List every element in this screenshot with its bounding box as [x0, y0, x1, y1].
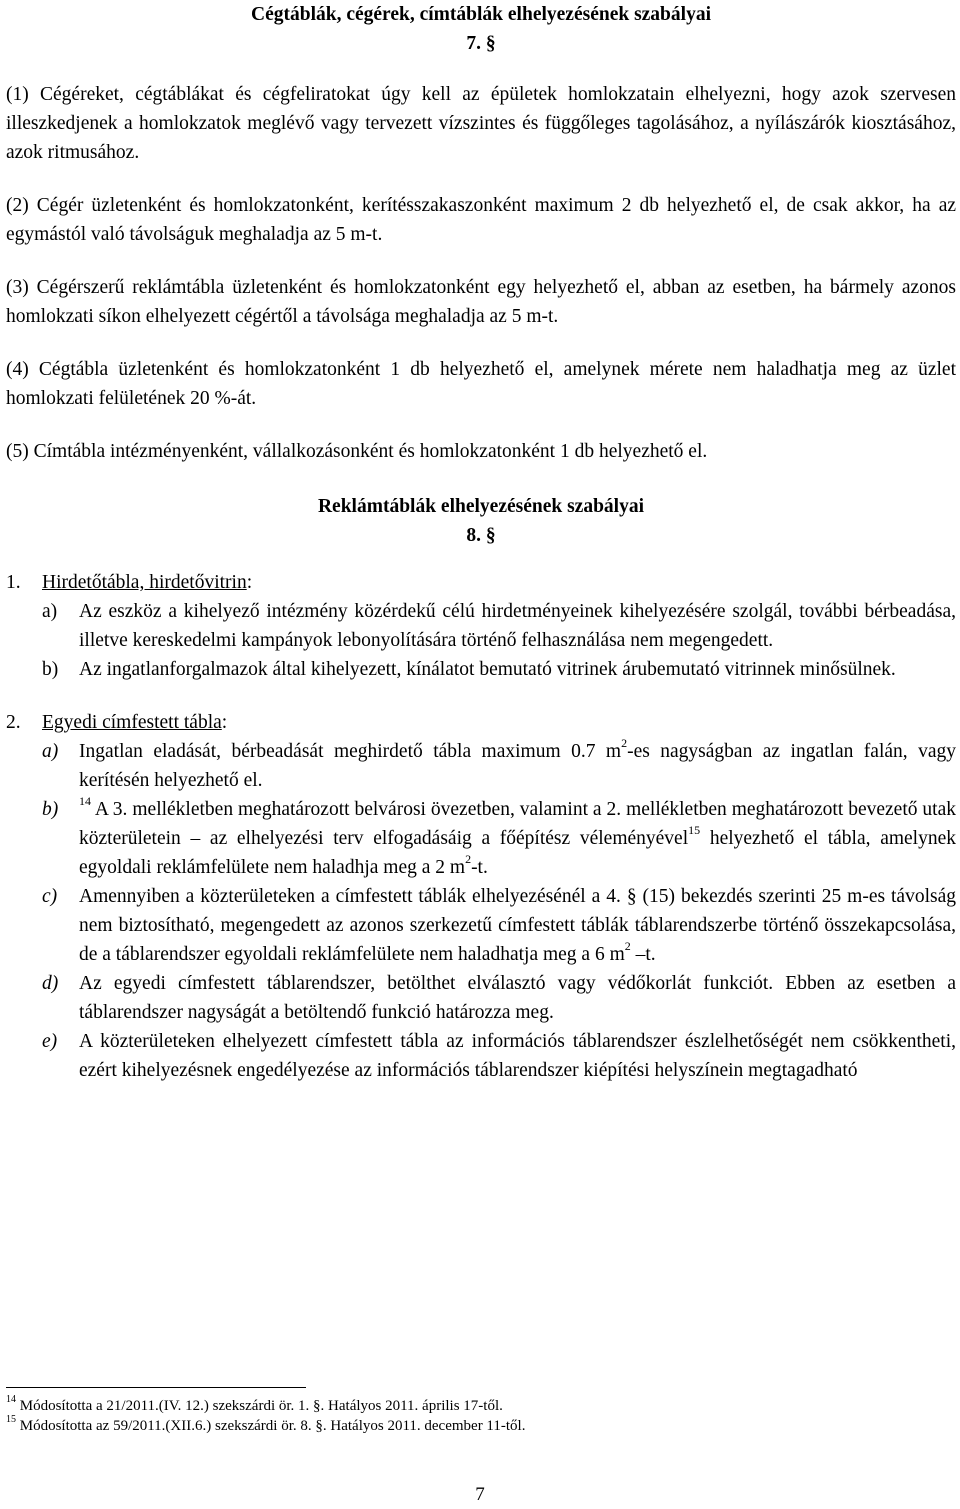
footnote-text: Módosította a 21/2011.(IV. 12.) szekszárdi ör. 1. §. Hatályos 2011. április 17-től.: [19, 1398, 503, 1414]
list-item-2-heading: [6, 708, 956, 737]
colon: :: [246, 572, 253, 593]
page-number: 7: [475, 1484, 485, 1505]
footnote-ref-15: 15: [688, 822, 701, 837]
sub-item-text: Ingatlan eladását, bérbeadását meghirdető tábla maximum 0.7 m: [79, 741, 622, 762]
sub-item-1b: [6, 655, 956, 684]
sub-item-2c: [6, 882, 956, 969]
sub-item-2a: [6, 737, 956, 795]
sub-item-text: –t.: [630, 944, 656, 965]
list-item-number: 1.: [6, 572, 21, 593]
sub-item-text: Amennyiben a közterületeken a címfestett táblák elhelyezésénél a 4. § (15) bekezdés szerinti 25 m-es távolság nem biztosítható, megengedett az azonos szerkezetű címfestett táblák táblarendszerbe történő összekapcsolása, de a táblarendszer egyoldali reklámfelülete nem haladhatja meg a 6 m: [79, 886, 956, 965]
sub-item-text: helyezhető el tábla, amelynek egyoldali reklámfelülete nem haladhja meg a 2 m: [79, 828, 956, 878]
sub-item-1a: [6, 597, 956, 655]
list-item-label: Hirdetőtábla, hirdetővitrin: [42, 572, 247, 593]
section-8-number: 8. §: [466, 525, 496, 546]
section-8-title: Reklámtáblák elhelyezésének szabályai: [317, 496, 645, 517]
list-item-number: 2.: [6, 712, 21, 733]
sub-item-letter: e): [42, 1031, 58, 1052]
paragraph-7-2: (2) Cégér üzletenként és homlokzatonként, kerítésszakaszonként maximum 2 db helyezhető el, de csak akkor, ha az egymástól való távolságuk meghaladja az 5 m-t.: [6, 195, 956, 245]
paragraph-7-3: (3) Cégérszerű reklámtábla üzletenként és homlokzatonként egy helyezhető el, abban az esetben, ha bármely azonos homlokzati síkon elhelyezett cégértől a távolsága meghaladja az 5 m-t.: [6, 277, 956, 327]
sub-item-letter: a): [42, 601, 58, 622]
sub-item-letter: b): [42, 799, 59, 820]
sub-item-2d: [6, 969, 956, 1027]
superscript: 2: [621, 735, 628, 750]
sub-item-text: Az eszköz a kihelyező intézmény közérdekű célú hirdetményeinek kihelyezésére szolgál, további bérbeadása, illetve kereskedelmi kampányok lebonyolítására történő felhasználása nem megengedett.: [79, 601, 956, 651]
sub-item-text: Az egyedi címfestett táblarendszer, betölthet elválasztó vagy védőkorlát funkciót. Ebben az esetben a táblarendszer nagyságát a betöltendő funkció határozza meg.: [79, 973, 956, 1023]
footnote-divider: [6, 1387, 306, 1388]
sub-item-text: -t.: [471, 857, 488, 878]
footnotes: [6, 1396, 525, 1436]
sub-item-text: -es nagyságban az ingatlan falán, vagy kerítésén helyezhető el.: [79, 741, 957, 791]
sub-item-text: A 3. mellékletben meghatározott belvárosi övezetben, valamint a 2. mellékletben meghatározott bevezető utak közterületein – az elhelyezési terv elfogadásáig a főépítész véleményével: [79, 799, 956, 849]
sub-item-2e: [6, 1027, 956, 1085]
footnote-number: 15: [6, 1414, 16, 1425]
superscript: 2: [465, 851, 472, 866]
footnote-14: [6, 1396, 525, 1416]
superscript: 2: [624, 938, 631, 953]
sub-item-letter: c): [42, 886, 58, 907]
list-item-1-heading: [6, 568, 956, 597]
colon: :: [221, 712, 228, 733]
sub-item-letter: d): [42, 973, 59, 994]
footnote-ref-14: 14: [79, 793, 91, 808]
list-item-label: Egyedi címfestett tábla: [42, 712, 222, 733]
footnote-number: 14: [6, 1394, 16, 1405]
footnote-text: Módosította az 59/2011.(XII.6.) szekszárdi ör. 8. §. Hatályos 2011. december 11-től.: [19, 1418, 526, 1434]
document-page: [6, 0, 956, 1085]
sub-item-2b: [6, 795, 956, 882]
paragraph-7-4: (4) Cégtábla üzletenként és homlokzatonként 1 db helyezhető el, amelynek mérete nem haladhatja meg az üzlet homlokzati felületének 20 %-át.: [6, 359, 956, 409]
paragraph-7-1: (1) Cégéreket, cégtáblákat és cégfeliratokat úgy kell az épületek homlokzatain elhelyezni, hogy azok szervesen illeszkedjenek a homlokzatok meglévő vagy tervezett vízszintes és függőleges tagolásához, a nyílászárók kiosztásához, azok ritmusához.: [6, 84, 956, 163]
sub-item-letter: a): [42, 741, 59, 762]
sub-item-text: Az ingatlanforgalmazok által kihelyezett, kínálatot bemutató vitrinek árubemutató vitrinnek minősülnek.: [79, 659, 896, 680]
paragraph-7-5: (5) Címtábla intézményenként, vállalkozásonként és homlokzatonként 1 db helyezhető el.: [6, 441, 708, 462]
footnote-15: [6, 1416, 525, 1436]
section-7-number: 7. §: [466, 33, 496, 54]
sub-item-letter: b): [42, 659, 59, 680]
sub-item-text: A közterületeken elhelyezett címfestett tábla az információs táblarendszer észlelhetőségét nem csökkentheti, ezért kihelyezésnek engedélyezése az információs táblarendszer kiépítési helyszínein megtagadható: [79, 1031, 956, 1081]
section-7-title: Cégtáblák, cégérek, címtáblák elhelyezésének szabályai: [251, 4, 711, 25]
